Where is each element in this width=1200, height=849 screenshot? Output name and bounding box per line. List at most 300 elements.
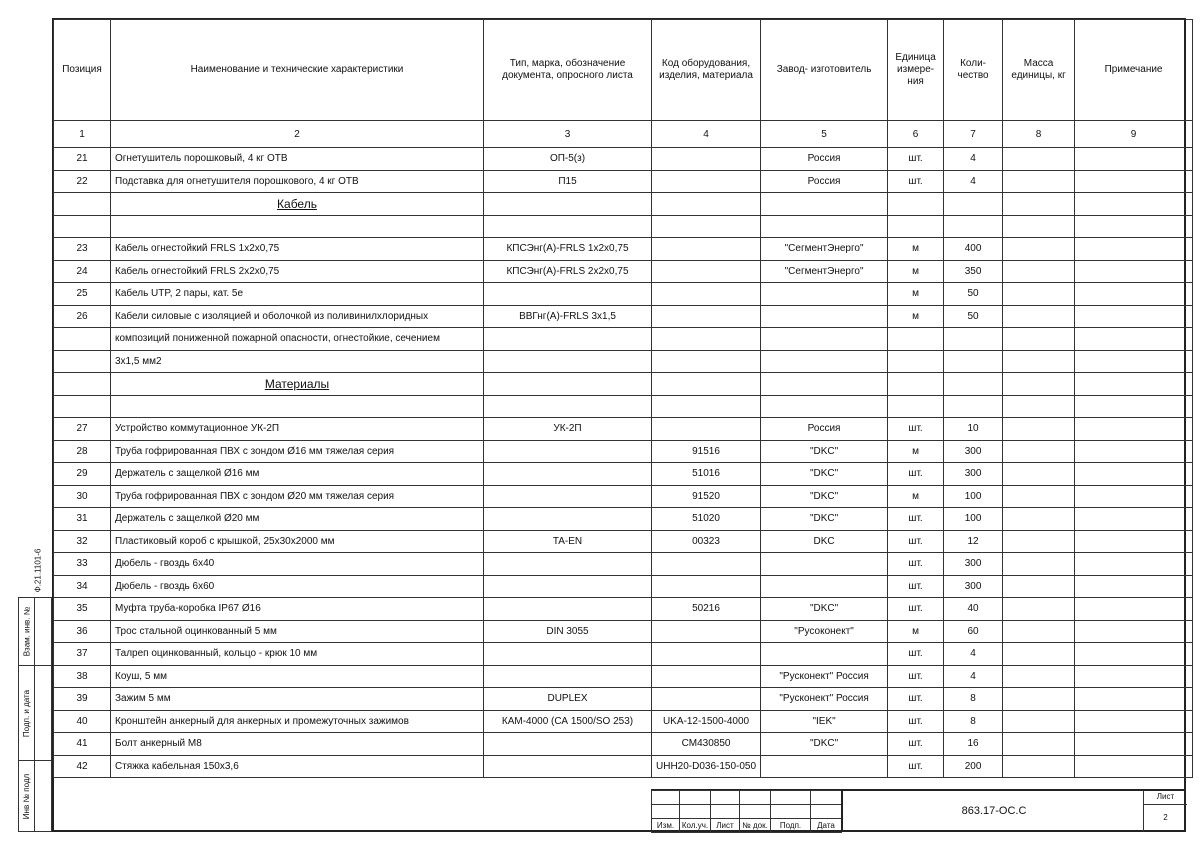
table-row: [54, 395, 1193, 418]
table-cell: м: [888, 620, 944, 643]
table-cell: м: [888, 260, 944, 283]
table-cell: Кабель огнестойкий FRLS 2х2х0,75: [111, 260, 484, 283]
table-cell: [484, 575, 652, 598]
table-cell: 300: [944, 463, 1003, 486]
column-number: 5: [761, 121, 888, 148]
table-cell: 300: [944, 553, 1003, 576]
table-cell: Кронштейн анкерный для анкерных и промежуточных зажимов: [111, 710, 484, 733]
table-cell: 00323: [652, 530, 761, 553]
table-cell: 35: [54, 598, 111, 621]
table-cell: шт.: [888, 170, 944, 193]
table-cell: П15: [484, 170, 652, 193]
inv-label: Инв № подл: [22, 773, 32, 819]
table-cell: [1003, 305, 1075, 328]
table-row: [54, 665, 1193, 688]
table-row: [54, 733, 1193, 756]
table-cell: [484, 193, 652, 216]
column-number: 6: [888, 121, 944, 148]
table-cell: [1003, 373, 1075, 396]
table-cell: [652, 215, 761, 238]
table-cell: 4: [944, 665, 1003, 688]
table-cell: "DKC": [761, 733, 888, 756]
table-cell: [652, 373, 761, 396]
table-cell: Держатель с защелкой Ø16 мм: [111, 463, 484, 486]
table-cell: 29: [54, 463, 111, 486]
table-cell: [944, 395, 1003, 418]
table-cell: КПСЭнг(А)-FRLS 2х2х0,75: [484, 260, 652, 283]
podp-label: Подп. и дата: [22, 689, 31, 737]
table-cell: [1075, 170, 1193, 193]
table-cell: [1075, 148, 1193, 171]
table-row: [54, 643, 1193, 666]
table-row: [54, 170, 1193, 193]
table-cell: "DKC": [761, 440, 888, 463]
table-cell: 33: [54, 553, 111, 576]
table-cell: [54, 193, 111, 216]
table-cell: [888, 395, 944, 418]
table-cell: шт.: [888, 598, 944, 621]
table-row: [54, 148, 1193, 171]
table-cell: [761, 643, 888, 666]
column-number: 4: [652, 121, 761, 148]
table-cell: "Русконект" Россия: [761, 688, 888, 711]
table-cell: 51020: [652, 508, 761, 531]
table-cell: 37: [54, 643, 111, 666]
table-cell: 23: [54, 238, 111, 261]
table-cell: Болт анкерный M8: [111, 733, 484, 756]
table-cell: [1003, 553, 1075, 576]
table-cell: 51016: [652, 463, 761, 486]
table-cell: [54, 215, 111, 238]
table-cell: [1075, 440, 1193, 463]
table-cell: 32: [54, 530, 111, 553]
revision-label: Дата: [811, 819, 842, 833]
header-row: [54, 20, 1193, 121]
table-cell: м: [888, 440, 944, 463]
column-number: 7: [944, 121, 1003, 148]
table-cell: [484, 283, 652, 306]
table-cell: [761, 328, 888, 351]
table-cell: "DKC": [761, 508, 888, 531]
table-cell: 41: [54, 733, 111, 756]
table-cell: DIN 3055: [484, 620, 652, 643]
table-cell: КПСЭнг(А)-FRLS 1х2х0,75: [484, 238, 652, 261]
table-cell: шт.: [888, 148, 944, 171]
table-cell: шт.: [888, 755, 944, 778]
table-cell: 30: [54, 485, 111, 508]
table-cell: ВВГнг(А)-FRLS 3х1,5: [484, 305, 652, 328]
column-header: Коли- чество: [944, 20, 1003, 121]
table-cell: [1075, 665, 1193, 688]
table-cell: [484, 598, 652, 621]
table-cell: 34: [54, 575, 111, 598]
table-cell: шт.: [888, 463, 944, 486]
table-cell: 4: [944, 643, 1003, 666]
table-cell: [111, 395, 484, 418]
table-cell: [1003, 508, 1075, 531]
table-cell: Устройство коммутационное УК-2П: [111, 418, 484, 441]
table-cell: [111, 215, 484, 238]
table-cell: шт.: [888, 508, 944, 531]
table-cell: 24: [54, 260, 111, 283]
table-cell: [652, 305, 761, 328]
table-cell: [1003, 598, 1075, 621]
table-cell: [1075, 553, 1193, 576]
table-cell: 200: [944, 755, 1003, 778]
sheet-label: Лист: [1144, 790, 1187, 805]
table-cell: [484, 665, 652, 688]
table-cell: [1075, 215, 1193, 238]
table-cell: [652, 553, 761, 576]
table-cell: 40: [944, 598, 1003, 621]
table-cell: [888, 328, 944, 351]
table-cell: [1075, 598, 1193, 621]
table-cell: [484, 350, 652, 373]
table-cell: [1003, 530, 1075, 553]
table-cell: [1075, 373, 1193, 396]
column-header: Единица измере- ния: [888, 20, 944, 121]
table-row: [54, 328, 1193, 351]
table-cell: 100: [944, 485, 1003, 508]
table-row: [54, 283, 1193, 306]
column-header: Позиция: [54, 20, 111, 121]
table-cell: [652, 148, 761, 171]
table-row: [54, 418, 1193, 441]
table-cell: 28: [54, 440, 111, 463]
table-cell: м: [888, 283, 944, 306]
table-cell: шт.: [888, 710, 944, 733]
document-code: 863.17-ОС.С: [841, 790, 1145, 832]
table-cell: [484, 508, 652, 531]
table-cell: 40: [54, 710, 111, 733]
table-cell: 8: [944, 710, 1003, 733]
table-cell: Трос стальной оцинкованный 5 мм: [111, 620, 484, 643]
table-cell: 10: [944, 418, 1003, 441]
table-cell: м: [888, 238, 944, 261]
table-row: [54, 305, 1193, 328]
table-cell: шт.: [888, 665, 944, 688]
table-cell: [761, 193, 888, 216]
table-cell: [1075, 193, 1193, 216]
table-cell: Россия: [761, 170, 888, 193]
table-cell: [1003, 643, 1075, 666]
table-cell: шт.: [888, 530, 944, 553]
table-cell: [944, 215, 1003, 238]
table-cell: [1003, 665, 1075, 688]
table-cell: композиций пониженной пожарной опасности, огнестойкие, сечением: [111, 328, 484, 351]
table-cell: Россия: [761, 148, 888, 171]
table-cell: Муфта труба-коробка IP67 Ø16: [111, 598, 484, 621]
revision-label: Лист: [711, 819, 740, 833]
table-cell: [888, 193, 944, 216]
table-cell: [1003, 260, 1075, 283]
table-cell: 300: [944, 440, 1003, 463]
table-cell: шт.: [888, 643, 944, 666]
table-cell: [1003, 215, 1075, 238]
table-cell: Россия: [761, 418, 888, 441]
table-cell: 300: [944, 575, 1003, 598]
table-row: [54, 575, 1193, 598]
table-cell: 39: [54, 688, 111, 711]
table-cell: КАМ-4000 (СА 1500/SO 253): [484, 710, 652, 733]
table-cell: [1075, 485, 1193, 508]
table-cell: UKA-12-1500-4000: [652, 710, 761, 733]
table-cell: [1075, 395, 1193, 418]
table-row: [54, 620, 1193, 643]
table-cell: [1003, 440, 1075, 463]
column-number: 2: [111, 121, 484, 148]
table-cell: [484, 328, 652, 351]
table-cell: [888, 350, 944, 373]
table-cell: 42: [54, 755, 111, 778]
table-cell: [1003, 350, 1075, 373]
table-cell: [652, 665, 761, 688]
table-cell: шт.: [888, 553, 944, 576]
side-stamp: [18, 597, 52, 832]
table-cell: [1075, 350, 1193, 373]
table-cell: Кабель: [111, 193, 484, 216]
table-cell: [1075, 328, 1193, 351]
table-cell: [652, 643, 761, 666]
table-cell: 25: [54, 283, 111, 306]
table-cell: [1003, 620, 1075, 643]
form-code: Ф.21.1101-6: [33, 548, 43, 592]
table-cell: "DKC": [761, 485, 888, 508]
table-cell: Стяжка кабельная 150х3,6: [111, 755, 484, 778]
table-cell: [1003, 193, 1075, 216]
table-cell: Труба гофрированная ПВХ с зондом Ø16 мм тяжелая серия: [111, 440, 484, 463]
table-cell: [1075, 530, 1193, 553]
table-cell: Подставка для огнетушителя порошкового, 4 кг ОТВ: [111, 170, 484, 193]
table-cell: 27: [54, 418, 111, 441]
table-cell: 36: [54, 620, 111, 643]
table-cell: [1003, 688, 1075, 711]
table-cell: [484, 395, 652, 418]
table-cell: [652, 418, 761, 441]
table-cell: [484, 553, 652, 576]
table-cell: [761, 575, 888, 598]
table-cell: [1075, 688, 1193, 711]
table-cell: [1003, 328, 1075, 351]
table-cell: 91516: [652, 440, 761, 463]
table-cell: [652, 688, 761, 711]
table-cell: [761, 755, 888, 778]
table-cell: [652, 283, 761, 306]
table-cell: [888, 215, 944, 238]
table-cell: [1075, 283, 1193, 306]
table-cell: 400: [944, 238, 1003, 261]
table-cell: 31: [54, 508, 111, 531]
table-cell: [652, 238, 761, 261]
column-header: Завод- изготовитель: [761, 20, 888, 121]
table-cell: 38: [54, 665, 111, 688]
table-cell: [484, 485, 652, 508]
table-cell: Дюбель - гвоздь 6х40: [111, 553, 484, 576]
table-cell: [761, 553, 888, 576]
column-number: 1: [54, 121, 111, 148]
table-cell: [761, 373, 888, 396]
table-cell: DKC: [761, 530, 888, 553]
table-cell: 350: [944, 260, 1003, 283]
table-cell: [54, 328, 111, 351]
table-cell: [1075, 305, 1193, 328]
table-cell: 4: [944, 148, 1003, 171]
table-cell: [761, 395, 888, 418]
table-cell: [1003, 485, 1075, 508]
table-cell: [652, 575, 761, 598]
table-cell: [1003, 148, 1075, 171]
table-cell: шт.: [888, 733, 944, 756]
table-cell: [1075, 710, 1193, 733]
table-cell: "DKC": [761, 463, 888, 486]
table-cell: 21: [54, 148, 111, 171]
table-cell: 12: [944, 530, 1003, 553]
table-cell: [761, 305, 888, 328]
table-cell: 8: [944, 688, 1003, 711]
table-cell: "Русоконект": [761, 620, 888, 643]
table-row: [54, 350, 1193, 373]
table-cell: 50216: [652, 598, 761, 621]
table-row: [54, 373, 1193, 396]
table-cell: 50: [944, 305, 1003, 328]
table-cell: [484, 373, 652, 396]
table-cell: [54, 395, 111, 418]
table-cell: 16: [944, 733, 1003, 756]
table-cell: [1075, 508, 1193, 531]
revision-label: Изм.: [652, 819, 680, 833]
table-cell: Труба гофрированная ПВХ с зондом Ø20 мм тяжелая серия: [111, 485, 484, 508]
table-cell: [1075, 463, 1193, 486]
table-cell: [1003, 733, 1075, 756]
table-cell: [761, 350, 888, 373]
column-header: Масса единицы, кг: [1003, 20, 1075, 121]
table-cell: Кабели силовые с изоляцией и оболочкой из поливинилхлоридных: [111, 305, 484, 328]
table-cell: [1075, 733, 1193, 756]
table-cell: [1003, 283, 1075, 306]
table-cell: "СегментЭнерго": [761, 260, 888, 283]
revision-label: Кол.уч.: [680, 819, 711, 833]
table-cell: Талреп оцинкованный, кольцо - крюк 10 мм: [111, 643, 484, 666]
revision-label: № док.: [740, 819, 771, 833]
table-cell: 4: [944, 170, 1003, 193]
table-cell: [888, 373, 944, 396]
table-cell: 22: [54, 170, 111, 193]
table-cell: [484, 463, 652, 486]
revision-label: Подп.: [771, 819, 811, 833]
table-cell: [484, 215, 652, 238]
column-number: 8: [1003, 121, 1075, 148]
column-number-row: [54, 121, 1193, 148]
table-cell: 91520: [652, 485, 761, 508]
table-cell: [1075, 418, 1193, 441]
table-cell: [484, 733, 652, 756]
table-cell: "DKC": [761, 598, 888, 621]
table-row: [54, 440, 1193, 463]
table-cell: [761, 283, 888, 306]
table-cell: Огнетушитель порошковый, 4 кг ОТВ: [111, 148, 484, 171]
revision-grid: [651, 790, 842, 833]
table-cell: [1003, 755, 1075, 778]
table-cell: [1075, 755, 1193, 778]
table-cell: 60: [944, 620, 1003, 643]
table-cell: м: [888, 305, 944, 328]
table-row: [54, 598, 1193, 621]
table-cell: "СегментЭнерго": [761, 238, 888, 261]
table-cell: УК-2П: [484, 418, 652, 441]
table-cell: CM430850: [652, 733, 761, 756]
table-cell: UHH20-D036-150-050: [652, 755, 761, 778]
table-cell: шт.: [888, 418, 944, 441]
table-cell: м: [888, 485, 944, 508]
table-row: [54, 530, 1193, 553]
table-cell: Дюбель - гвоздь 6х60: [111, 575, 484, 598]
table-cell: 50: [944, 283, 1003, 306]
column-header: Тип, марка, обозначение документа, опросного листа: [484, 20, 652, 121]
table-cell: [54, 373, 111, 396]
table-cell: 100: [944, 508, 1003, 531]
table-row: [54, 710, 1193, 733]
vzam-label: Взам. инв. №: [22, 606, 31, 657]
table-row: [54, 238, 1193, 261]
table-cell: Коуш, 5 мм: [111, 665, 484, 688]
table-cell: "Русконект" Россия: [761, 665, 888, 688]
table-cell: [652, 193, 761, 216]
table-cell: [1003, 418, 1075, 441]
column-number: 9: [1075, 121, 1193, 148]
table-cell: Кабель UTP, 2 пары, кат. 5е: [111, 283, 484, 306]
column-header: Примечание: [1075, 20, 1193, 121]
table-cell: 3х1,5 мм2: [111, 350, 484, 373]
table-cell: [944, 193, 1003, 216]
column-header: Код оборудования, изделия, материала: [652, 20, 761, 121]
sheet-number: 2: [1163, 813, 1168, 822]
table-cell: "IEK": [761, 710, 888, 733]
column-header: Наименование и технические характеристики: [111, 20, 484, 121]
table-cell: [1003, 395, 1075, 418]
table-cell: [652, 260, 761, 283]
table-cell: [652, 170, 761, 193]
table-cell: [944, 373, 1003, 396]
table-cell: [761, 215, 888, 238]
table-cell: Зажим 5 мм: [111, 688, 484, 711]
table-row: [54, 508, 1193, 531]
table-cell: TA-EN: [484, 530, 652, 553]
table-cell: [652, 395, 761, 418]
table-cell: DUPLEX: [484, 688, 652, 711]
table-cell: [1075, 238, 1193, 261]
table-row: [54, 260, 1193, 283]
table-cell: [1075, 575, 1193, 598]
table-cell: 26: [54, 305, 111, 328]
title-block: [651, 790, 1186, 832]
table-cell: [1075, 643, 1193, 666]
table-cell: ОП-5(з): [484, 148, 652, 171]
table-row: [54, 215, 1193, 238]
table-cell: Держатель с защелкой Ø20 мм: [111, 508, 484, 531]
table-cell: [484, 440, 652, 463]
table-cell: шт.: [888, 575, 944, 598]
table-cell: [484, 755, 652, 778]
table-cell: [1003, 710, 1075, 733]
table-cell: Пластиковый короб с крышкой, 25х30х2000 мм: [111, 530, 484, 553]
table-cell: Материалы: [111, 373, 484, 396]
column-number: 3: [484, 121, 652, 148]
table-cell: [652, 328, 761, 351]
table-cell: [1075, 260, 1193, 283]
table-cell: Кабель огнестойкий FRLS 1х2х0,75: [111, 238, 484, 261]
sheet-box: [1143, 790, 1187, 832]
table-cell: [1003, 575, 1075, 598]
